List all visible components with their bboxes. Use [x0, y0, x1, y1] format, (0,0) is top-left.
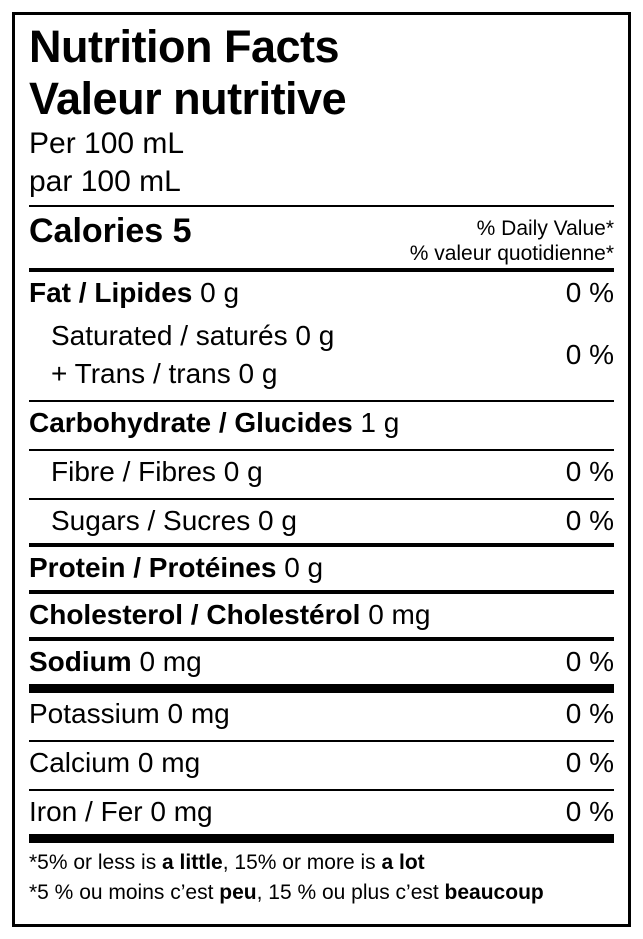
footnote-fr	[29, 878, 614, 908]
nutrient-row-cholesterol	[29, 594, 614, 637]
sodium-amount: 0 mg	[139, 646, 202, 677]
nutrition-facts-panel	[12, 12, 631, 927]
calcium-amount: 0 mg	[137, 747, 201, 778]
trans-line	[29, 355, 334, 393]
nutrient-row-protein	[29, 547, 614, 590]
iron-dv: 0 %	[565, 796, 614, 827]
trans-name: + Trans / trans	[51, 358, 231, 389]
nutrient-row-sugars	[29, 500, 614, 543]
footnote-fr-mid: , 15 % ou plus c’est	[256, 881, 445, 904]
fibre-amount: 0 g	[223, 456, 263, 487]
potassium-dv: 0 %	[565, 698, 614, 729]
fibre-dv: 0 %	[565, 456, 614, 487]
saturated-trans-dv: 0 %	[565, 339, 614, 370]
footnote-fr-beaucoup: beaucoup	[444, 881, 544, 904]
saturated-line	[29, 317, 334, 355]
protein-name: Protein / Protéines	[29, 552, 277, 583]
sugars-name: Sugars / Sucres	[51, 505, 251, 536]
label-title-en: Nutrition Facts	[29, 21, 340, 72]
cholesterol-name: Cholesterol / Cholestérol	[29, 599, 361, 630]
daily-value-header	[410, 210, 614, 266]
footnote-fr-peu: peu	[219, 881, 257, 904]
footnote-en-pre: *5% or less is	[29, 851, 163, 874]
nutrient-row-iron	[29, 791, 614, 834]
trans-amount: 0 g	[238, 358, 278, 389]
calcium-name: Calcium	[29, 747, 131, 778]
daily-value-header-en: % Daily Value*	[476, 217, 614, 240]
label-title-fr: Valeur nutritive	[29, 73, 347, 124]
iron-amount: 0 mg	[150, 796, 213, 827]
potassium-amount: 0 mg	[167, 698, 230, 729]
footnote-en-mid: , 15% or more is	[222, 851, 382, 874]
calcium-dv: 0 %	[565, 747, 614, 778]
divider-above-potassium	[29, 684, 614, 693]
divider-above-footnote	[29, 834, 614, 843]
fibre-name: Fibre / Fibres	[51, 456, 216, 487]
sodium-dv: 0 %	[565, 646, 614, 677]
fat-amount: 0 g	[200, 277, 240, 308]
footnote-en-lot: a lot	[381, 851, 425, 874]
nutrient-row-fat	[29, 272, 614, 315]
calories-row	[29, 207, 614, 268]
fat-name: Fat / Lipides	[29, 277, 193, 308]
daily-value-header-fr: % valeur quotidienne*	[409, 242, 614, 265]
potassium-name: Potassium	[29, 698, 160, 729]
footnote-en-little: a little	[162, 851, 223, 874]
fat-dv: 0 %	[565, 277, 614, 308]
sodium-name: Sodium	[29, 646, 132, 677]
protein-amount: 0 g	[284, 552, 324, 583]
carbohydrate-amount: 1 g	[360, 407, 400, 438]
footnote-en	[29, 848, 614, 878]
calories-label: Calories 5	[29, 212, 192, 250]
footnote-fr-pre: *5 % ou moins c’est	[29, 881, 220, 904]
nutrient-row-carbohydrate	[29, 402, 614, 445]
nutrient-row-saturated-trans	[29, 315, 614, 396]
saturated-amount: 0 g	[295, 320, 335, 351]
nutrient-row-potassium	[29, 693, 614, 736]
sugars-dv: 0 %	[565, 505, 614, 536]
sugars-amount: 0 g	[257, 505, 297, 536]
iron-name: Iron / Fer	[29, 796, 143, 827]
footnote	[29, 843, 614, 908]
saturated-name: Saturated / saturés	[51, 320, 288, 351]
serving-size-en: Per 100 mL	[29, 127, 185, 160]
nutrient-row-calcium	[29, 742, 614, 785]
carbohydrate-name: Carbohydrate / Glucides	[29, 407, 353, 438]
cholesterol-amount: 0 mg	[368, 599, 431, 630]
nutrient-row-sodium	[29, 641, 614, 684]
nutrient-row-fibre	[29, 451, 614, 494]
serving-size-fr: par 100 mL	[29, 165, 181, 198]
